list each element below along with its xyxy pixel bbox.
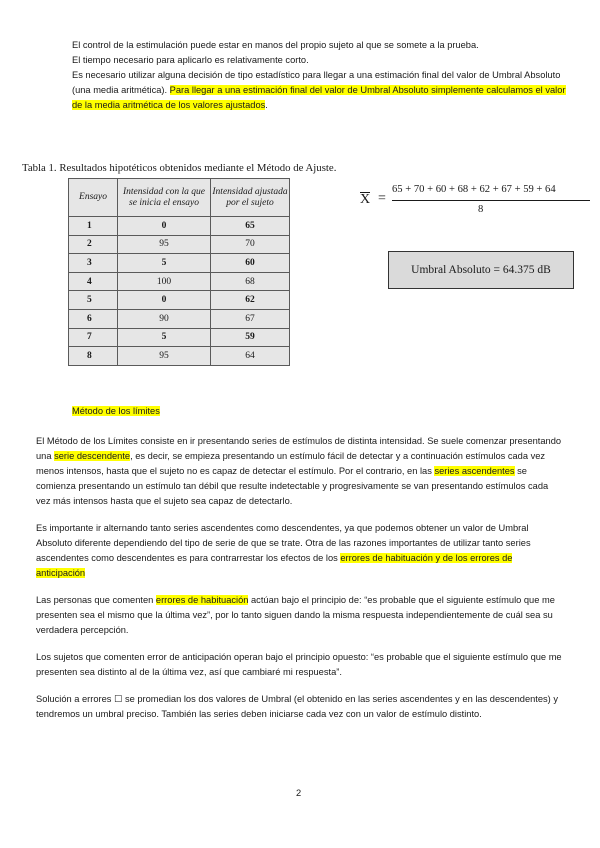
cell-ensayo: 3 [69, 254, 118, 273]
intro-line-1: El control de la estimulación puede estar en manos del propio sujeto al que se somete a la prueba. [72, 40, 479, 50]
intro-line-3-text: Es necesario utilizar alguna decisión de tipo estadístico para llegar a una estimación final del valor de Umbral Absoluto (una media aritmética). [72, 70, 561, 95]
intro-line-3-end: . [265, 100, 268, 110]
cell-inicial: 5 [118, 328, 211, 347]
intro-block [72, 38, 572, 113]
p3-text-a: Las personas que comenten [36, 595, 156, 605]
paragraph-solucion: Solución a errores ☐ se promedian los dos valores de Umbral (el obtenido en las series ascendentes y en las descendentes) y tendremos un umbral preciso. También las series deben iniciarse cada vez con un valor de estímulo distinto. [36, 694, 559, 719]
p1-text-c: , es decir, se empieza presentando un estímulo fácil de detectar y a continuación estímulos cada vez menos intensos, hasta que el sujeto no es capaz de detectar el estímulo. Por el contrario, en las [36, 451, 546, 476]
header-ensayo: Ensayo [69, 179, 118, 217]
p1-text-a: El Método de los Límites consiste en ir presentando series de estímulos de distinta intensidad. Se suele comenzar presentando una [36, 436, 562, 461]
cell-ajustada: 62 [211, 291, 290, 310]
cell-inicial: 95 [118, 235, 211, 254]
cell-ensayo: 5 [69, 291, 118, 310]
p3-text-c: actúan bajo el principio de: “es probable que el siguiente estímulo que me presenten sea el mismo que la última vez”, por lo tanto siguen dando la misma respuesta independientemente de cuál sea su verdadera percepción. [36, 595, 555, 635]
table-row [69, 217, 290, 236]
equals-sign: = [378, 191, 386, 206]
table-row [69, 291, 290, 310]
cell-inicial: 0 [118, 217, 211, 236]
cell-ajustada: 60 [211, 254, 290, 273]
mean-formula [356, 186, 596, 222]
p2-text-a: Es importante ir alternando tanto series ascendentes como descendentes, ya que podemos obtener un valor de Umbral Absoluto diferente dependiendo del tipo de serie de que se trate. Otra de las razones importantes de utilizar tanto series ascendentes como descendentes es para contrarrestar los efectos de los [36, 523, 531, 563]
cell-ensayo: 7 [69, 328, 118, 347]
intro-line-2: El tiempo necesario para aplicarlo es relativamente corto. [72, 55, 309, 65]
cell-ajustada: 59 [211, 328, 290, 347]
formula-numerator: 65 + 70 + 60 + 68 + 62 + 67 + 59 + 64 [392, 184, 556, 195]
table-header-row [69, 179, 290, 217]
cell-ajustada: 64 [211, 347, 290, 366]
p1-text-e: se comienza presentando un estímulo tan débil que resulte indetectable y progresivamente se van presentando estímulos cada vez más intensos hasta que el sujeto sea capaz de detectarlo. [36, 466, 549, 506]
cell-ensayo: 2 [69, 235, 118, 254]
highlight-errores-habituacion: errores de habituación [155, 595, 249, 605]
cell-ensayo: 1 [69, 217, 118, 236]
cell-ensayo: 6 [69, 309, 118, 328]
header-intensidad-ajustada: Intensidad ajustada por el sujeto [211, 179, 290, 217]
cell-inicial: 100 [118, 272, 211, 291]
table-row [69, 328, 290, 347]
cell-ensayo: 4 [69, 272, 118, 291]
table-row [69, 309, 290, 328]
header-intensidad-inicial: Intensidad con la que se inicia el ensayo [118, 179, 211, 217]
table-row [69, 347, 290, 366]
highlight-errores: errores de habituación y de los errores de anticipación [36, 553, 513, 578]
cell-ajustada: 68 [211, 272, 290, 291]
cell-inicial: 5 [118, 254, 211, 273]
cell-ajustada: 70 [211, 235, 290, 254]
table-row [69, 272, 290, 291]
intro-line-3 [72, 68, 572, 113]
cell-ensayo: 8 [69, 347, 118, 366]
paragraph-metodo [36, 434, 564, 509]
table-row [69, 235, 290, 254]
mean-symbol: X [360, 192, 371, 207]
cell-ajustada: 67 [211, 309, 290, 328]
paragraph-anticipacion: Los sujetos que comenten error de anticipación operan bajo el principio opuesto: “es probable que el siguiente estímulo que me presenten sea distinto al de la última vez, así que cambiaré mi respuesta”. [36, 652, 562, 677]
section-title-text: Método de los límites [72, 406, 160, 416]
page-number: 2 [296, 788, 302, 798]
highlight-series-ascendentes: series ascendentes [434, 466, 515, 476]
paragraph-habituacion [36, 593, 564, 638]
table-caption: Tabla 1. Resultados hipotéticos obtenidos mediante el Método de Ajuste. [22, 162, 337, 174]
highlight-serie-descendente: serie descendente [54, 451, 131, 461]
highlight-media-aritmetica: Para llegar a una estimación final del valor de Umbral Absoluto simplemente calculamos el valor de la media aritmética de los valores ajustados [72, 85, 566, 110]
fraction-line [392, 200, 590, 201]
cell-inicial: 0 [118, 291, 211, 310]
cell-ajustada: 65 [211, 217, 290, 236]
umbral-result-box: Umbral Absoluto = 64.375 dB [388, 251, 574, 289]
formula-denominator: 8 [478, 204, 484, 215]
cell-inicial: 95 [118, 347, 211, 366]
table-row [69, 254, 290, 273]
section-title [72, 406, 160, 416]
results-table [68, 178, 290, 366]
paragraph-alternancia [36, 521, 564, 581]
cell-inicial: 90 [118, 309, 211, 328]
